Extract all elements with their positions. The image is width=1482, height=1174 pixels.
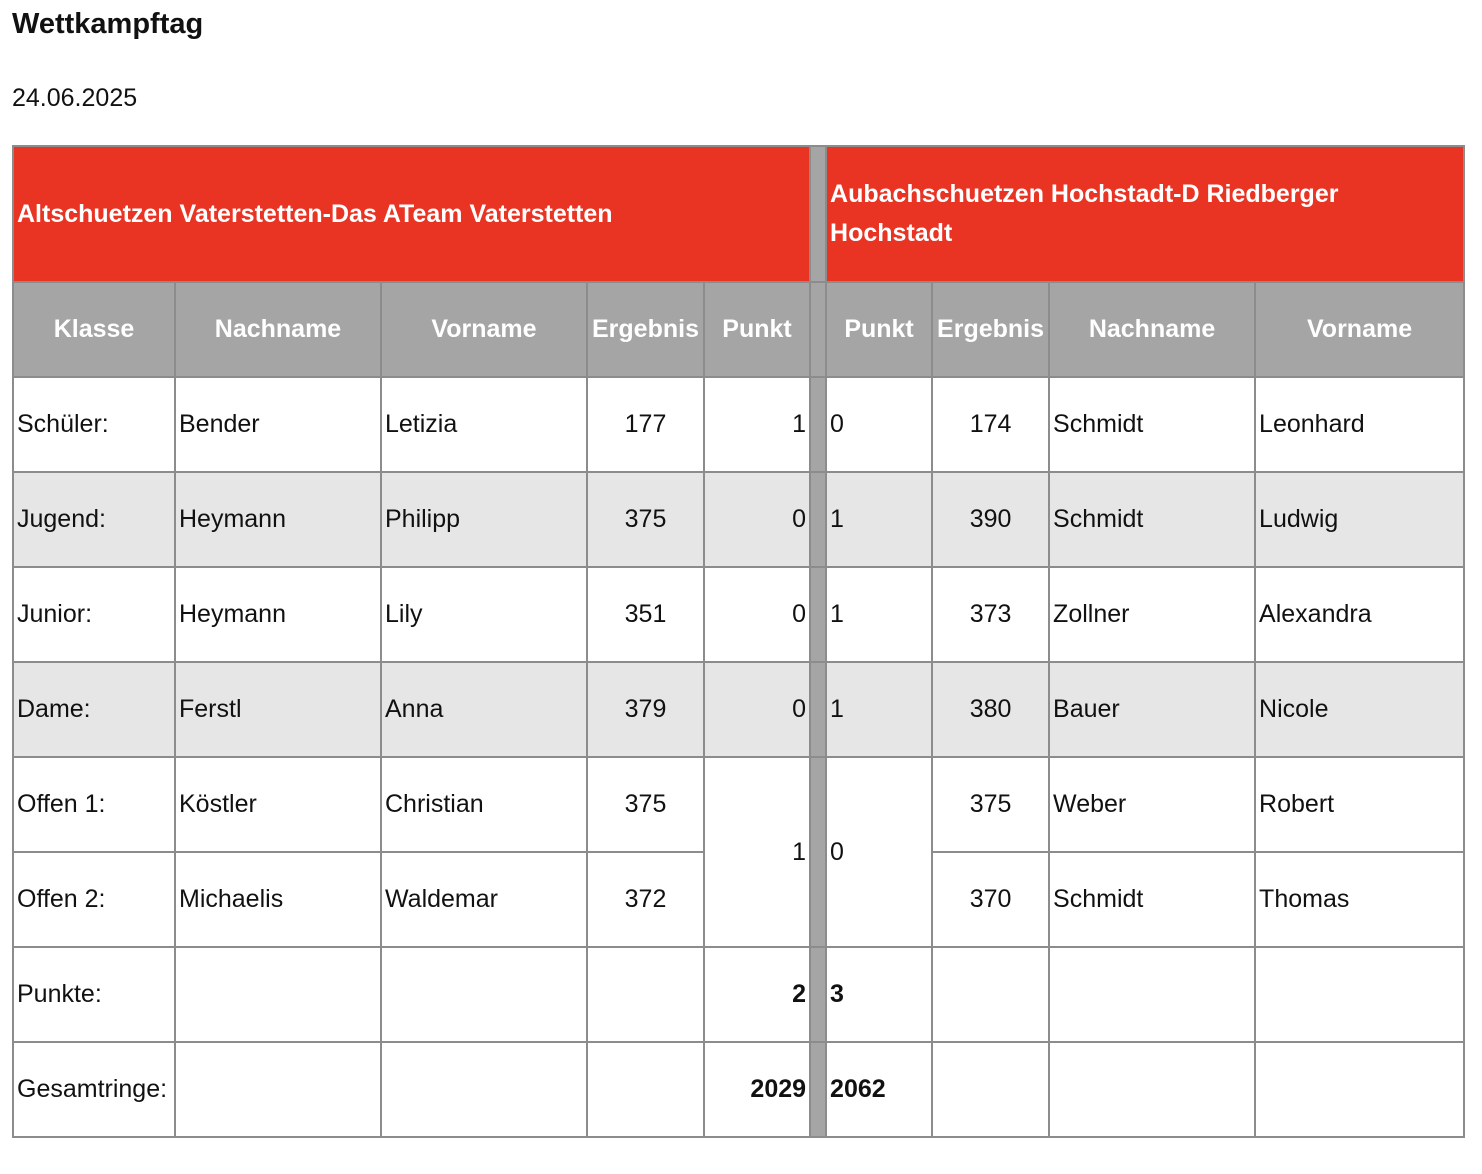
cell-right-ergebnis: 373	[932, 567, 1049, 662]
column-separator	[810, 567, 826, 662]
cell-right-punkt: 1	[826, 662, 932, 757]
cell-right-ergebnis: 380	[932, 662, 1049, 757]
cell-left-ergebnis: 375	[587, 472, 704, 567]
cell-right-vorname: Alexandra	[1255, 567, 1464, 662]
page-title: Wettkampftag	[12, 8, 204, 40]
team-left-name: Altschuetzen Vaterstetten-Das ATeam Vaterstetten	[13, 146, 810, 282]
cell-left-nachname: Heymann	[175, 567, 381, 662]
empty-cell	[381, 1042, 587, 1137]
cell-left-punkt: 0	[704, 567, 810, 662]
table-row	[13, 757, 1464, 852]
column-separator	[810, 757, 826, 947]
punkte-right-total: 3	[826, 947, 932, 1042]
cell-right-punkt: 0	[826, 377, 932, 472]
cell-right-nachname: Schmidt	[1049, 852, 1255, 947]
cell-left-ergebnis: 177	[587, 377, 704, 472]
cell-right-ergebnis: 370	[932, 852, 1049, 947]
cell-left-ergebnis: 372	[587, 852, 704, 947]
column-separator	[810, 472, 826, 567]
header-left-ergebnis: Ergebnis	[587, 282, 704, 377]
cell-right-vorname: Nicole	[1255, 662, 1464, 757]
cell-right-vorname: Ludwig	[1255, 472, 1464, 567]
cell-klasse: Dame:	[13, 662, 175, 757]
cell-right-vorname: Robert	[1255, 757, 1464, 852]
punkte-label: Punkte:	[13, 947, 175, 1042]
header-left-vorname: Vorname	[381, 282, 587, 377]
punkte-left-total: 2	[704, 947, 810, 1042]
cell-klasse: Junior:	[13, 567, 175, 662]
gesamtringe-label: Gesamtringe:	[13, 1042, 175, 1137]
cell-right-punkt-offen: 0	[826, 757, 932, 947]
cell-left-ergebnis: 379	[587, 662, 704, 757]
gesamtringe-left-total: 2029	[704, 1042, 810, 1137]
cell-left-nachname: Bender	[175, 377, 381, 472]
cell-left-vorname: Christian	[381, 757, 587, 852]
competition-date: 24.06.2025	[12, 84, 138, 112]
cell-klasse: Offen 2:	[13, 852, 175, 947]
column-separator	[810, 377, 826, 472]
cell-left-ergebnis: 351	[587, 567, 704, 662]
cell-klasse: Offen 1:	[13, 757, 175, 852]
table-row	[13, 472, 1464, 567]
header-left-nachname: Nachname	[175, 282, 381, 377]
cell-right-nachname: Bauer	[1049, 662, 1255, 757]
match-table	[12, 145, 1465, 1138]
empty-cell	[587, 1042, 704, 1137]
cell-left-vorname: Anna	[381, 662, 587, 757]
empty-cell	[1255, 947, 1464, 1042]
header-right-punkt: Punkt	[826, 282, 932, 377]
table-row	[13, 567, 1464, 662]
empty-cell	[932, 1042, 1049, 1137]
header-right-nachname: Nachname	[1049, 282, 1255, 377]
cell-left-ergebnis: 375	[587, 757, 704, 852]
header-left-punkt: Punkt	[704, 282, 810, 377]
header-right-vorname: Vorname	[1255, 282, 1464, 377]
header-right-ergebnis: Ergebnis	[932, 282, 1049, 377]
cell-left-punkt-offen: 1	[704, 757, 810, 947]
cell-right-vorname: Leonhard	[1255, 377, 1464, 472]
cell-klasse: Schüler:	[13, 377, 175, 472]
gesamtringe-right-total: 2062	[826, 1042, 932, 1137]
empty-cell	[175, 947, 381, 1042]
empty-cell	[587, 947, 704, 1042]
cell-left-vorname: Letizia	[381, 377, 587, 472]
cell-left-vorname: Philipp	[381, 472, 587, 567]
column-separator	[810, 662, 826, 757]
team-right-name: Aubachschuetzen Hochstadt-D Riedberger Hochstadt	[826, 146, 1464, 282]
cell-right-punkt: 1	[826, 567, 932, 662]
cell-right-punkt: 1	[826, 472, 932, 567]
empty-cell	[1049, 947, 1255, 1042]
cell-left-nachname: Ferstl	[175, 662, 381, 757]
column-separator	[810, 947, 826, 1042]
column-separator	[810, 282, 826, 377]
cell-left-nachname: Heymann	[175, 472, 381, 567]
empty-cell	[381, 947, 587, 1042]
cell-right-vorname: Thomas	[1255, 852, 1464, 947]
cell-left-nachname: Köstler	[175, 757, 381, 852]
cell-right-ergebnis: 174	[932, 377, 1049, 472]
cell-left-punkt: 1	[704, 377, 810, 472]
table-row	[13, 377, 1464, 472]
table-row	[13, 662, 1464, 757]
header-klasse: Klasse	[13, 282, 175, 377]
column-separator	[810, 1042, 826, 1137]
cell-right-nachname: Schmidt	[1049, 472, 1255, 567]
cell-right-nachname: Schmidt	[1049, 377, 1255, 472]
empty-cell	[1255, 1042, 1464, 1137]
empty-cell	[932, 947, 1049, 1042]
cell-left-vorname: Lily	[381, 567, 587, 662]
empty-cell	[175, 1042, 381, 1137]
cell-right-ergebnis: 375	[932, 757, 1049, 852]
cell-left-vorname: Waldemar	[381, 852, 587, 947]
column-separator	[810, 146, 826, 282]
empty-cell	[1049, 1042, 1255, 1137]
cell-klasse: Jugend:	[13, 472, 175, 567]
cell-right-nachname: Weber	[1049, 757, 1255, 852]
cell-left-punkt: 0	[704, 472, 810, 567]
cell-right-ergebnis: 390	[932, 472, 1049, 567]
totals-row-ringe	[13, 1042, 1464, 1137]
totals-row-punkte	[13, 947, 1464, 1042]
cell-right-nachname: Zollner	[1049, 567, 1255, 662]
cell-left-punkt: 0	[704, 662, 810, 757]
cell-left-nachname: Michaelis	[175, 852, 381, 947]
